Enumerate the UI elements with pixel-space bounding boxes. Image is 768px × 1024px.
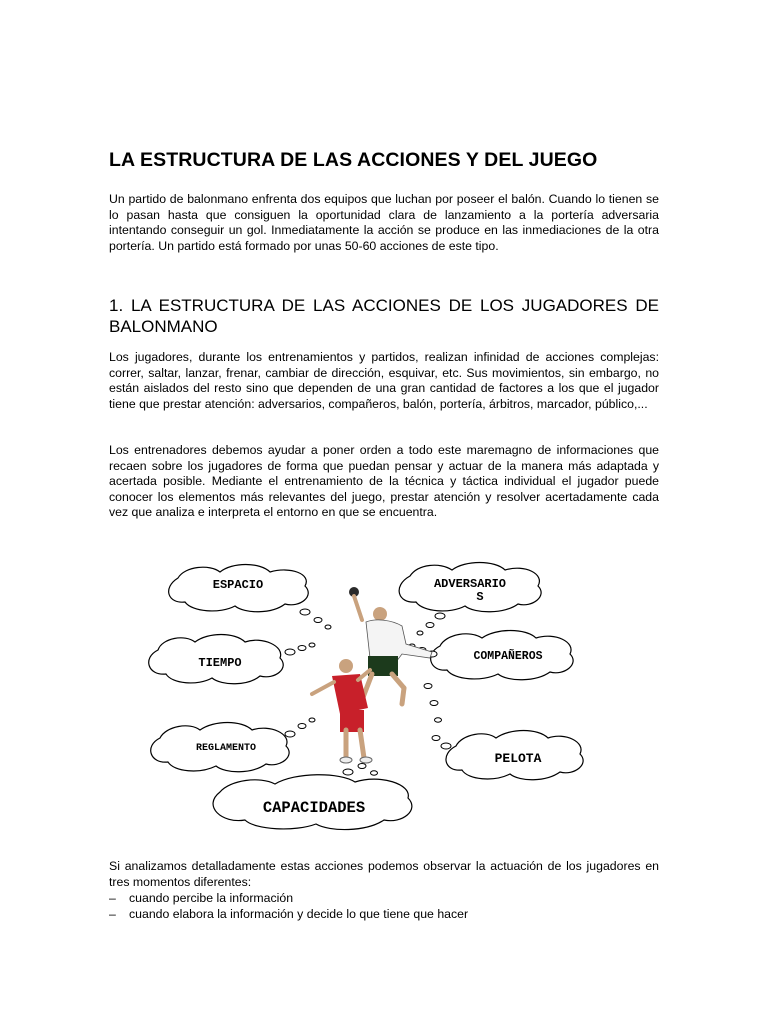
section-paragraph-3: Si analizamos detalladamente estas acciones podemos observar la actuación de los jugadores en tres momentos diferentes: <box>109 859 659 889</box>
players-illustration <box>312 587 432 763</box>
intro-paragraph: Un partido de balonmano enfrenta dos equipos que luchan por poseer el balón. Cuando lo tienen se lo pasan hasta que consiguen la oportunidad clara de lanzamiento a la portería adversaria intentando conseguir un gol. Inmediatamente la acción se produce en las inmediaciones de la otra portería. Un partido está formado por unas 50-60 acciones de este tipo. <box>109 192 659 253</box>
cloud-label-espacio: ESPACIO <box>212 578 264 592</box>
moments-list <box>109 891 468 922</box>
cloud-label-adversarios-2: S <box>476 590 484 604</box>
actions-diagram <box>140 558 590 833</box>
cloud-label-companeros: COMPAÑEROS <box>473 650 543 663</box>
list-dash: – <box>109 891 116 905</box>
page-title: LA ESTRUCTURA DE LAS ACCIONES Y DEL JUEGO <box>109 149 598 171</box>
cloud-label-capacidades: CAPACIDADES <box>262 799 366 817</box>
cloud-espacio <box>169 565 331 630</box>
cloud-companeros <box>409 631 573 723</box>
cloud-tiempo <box>149 635 315 684</box>
list-dash: – <box>109 906 116 921</box>
cloud-reglamento <box>151 718 315 772</box>
cloud-label-adversarios: ADVERSARIO <box>433 577 507 591</box>
cloud-label-reglamento: REGLAMENTO <box>195 743 257 754</box>
defender-player-icon <box>312 659 372 763</box>
jumping-player-icon <box>354 596 432 704</box>
list-item-text: cuando percibe la información <box>129 891 294 905</box>
cloud-pelota <box>432 731 583 780</box>
cloud-capacidades <box>213 764 412 830</box>
section-paragraph-2: Los entrenadores debemos ayudar a poner orden a todo este maremagno de informaciones que recaen sobre los jugadores de forma que puedan pensar y actuar de la manera más adaptada y acertada posible. Mediante el entrenamiento de la técnica y táctica individual el jugador puede conocer los elementos más relevantes del juego, prestar atención y resolver acertadamente cada vez que analiza e interpreta el entorno en que se encuentra. <box>109 443 659 520</box>
list-item <box>109 891 468 907</box>
list-item <box>109 907 468 923</box>
cloud-label-tiempo: TIEMPO <box>198 656 242 670</box>
section-paragraph-1: Los jugadores, durante los entrenamientos y partidos, realizan infinidad de acciones complejas: correr, saltar, lanzar, frenar, cambiar de dirección, esquivar, etc. Sus movimientos, sin embargo, no están aislados del resto sino que dependen de una gran cantidad de factores a los que el jugador tiene que prestar atención: adversarios, compañeros, balón, portería, árbitros, marcador, público,... <box>109 350 659 411</box>
cloud-label-pelota: PELOTA <box>494 751 542 766</box>
section-heading: 1. LA ESTRUCTURA DE LAS ACCIONES DE LOS JUGADORES DE BALONMANO <box>109 296 659 336</box>
cloud-adversarios <box>399 563 541 636</box>
list-item-text: cuando elabora la información y decide lo que tiene que hacer <box>129 906 469 921</box>
